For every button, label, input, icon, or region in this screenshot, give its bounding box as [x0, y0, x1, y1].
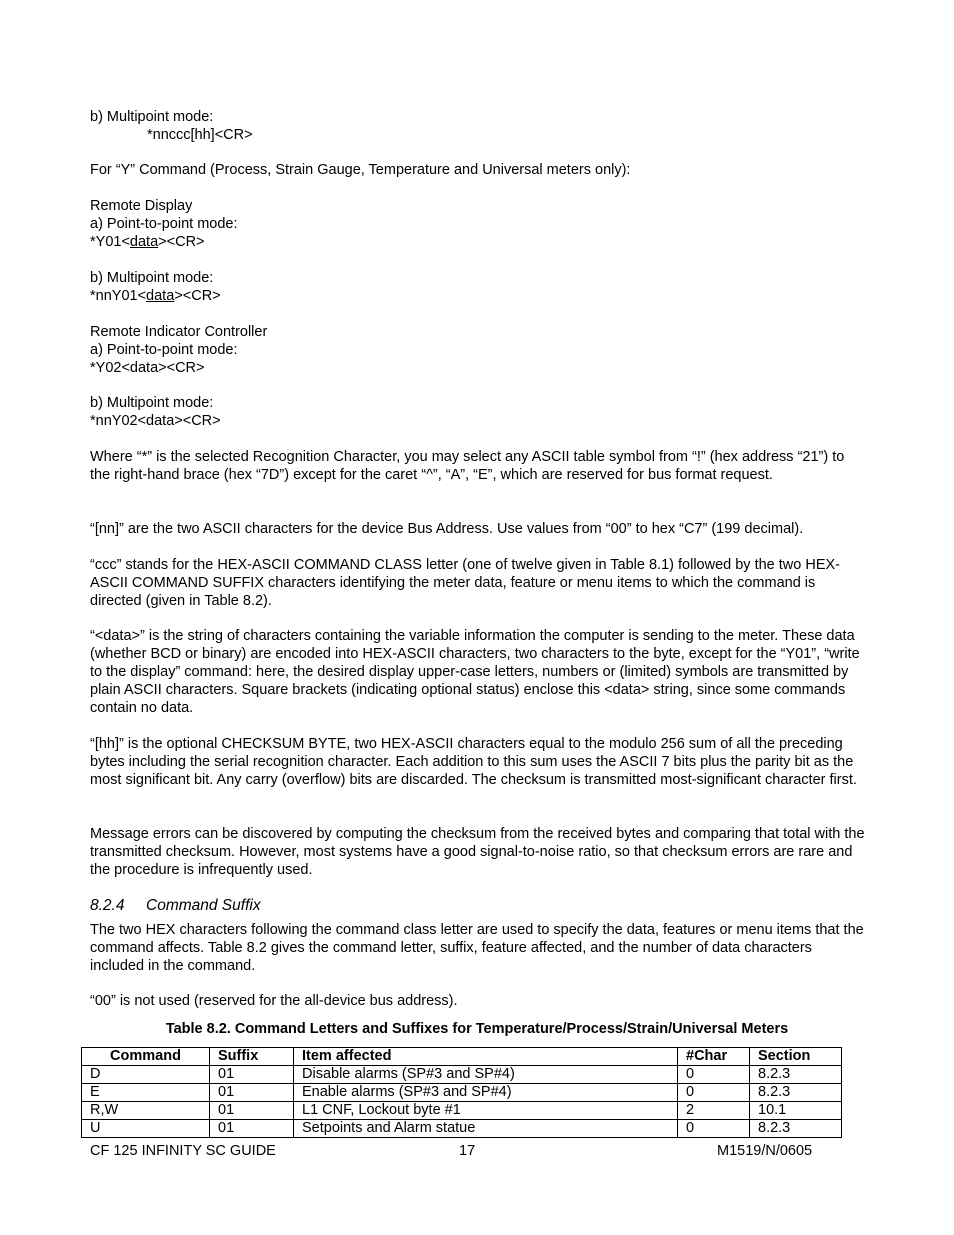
header-command: Command: [82, 1048, 210, 1066]
remote-display-p2p-label: a) Point-to-point mode:: [90, 216, 238, 232]
footer-left: CF 125 INFINITY SC GUIDE: [90, 1143, 276, 1159]
section-note: “00” is not used (reserved for the all-device bus address).: [90, 993, 458, 1009]
header-char-count: #Char: [678, 1048, 750, 1066]
table-caption: Table 8.2. Command Letters and Suffixes for Temperature/Process/Strain/Universal Meters: [165, 1021, 789, 1037]
multipoint-code: *nnccc[hh]<CR>: [147, 127, 253, 143]
header-item-affected: Item affected: [294, 1048, 678, 1066]
remote-indicator-mp-label: b) Multipoint mode:: [90, 395, 214, 411]
cell-command: E: [82, 1084, 210, 1102]
footer-right: M1519/N/0605: [717, 1143, 813, 1159]
bus-address-paragraph: “[nn]” are the two ASCII characters for the device Bus Address. Use values from “00” to hex “C7” (199 decimal).: [90, 521, 804, 537]
cell-suffix: 01: [210, 1066, 294, 1084]
code-data: data: [146, 288, 175, 304]
table-row: [82, 1066, 842, 1084]
command-class-paragraph: “ccc” stands for the HEX-ASCII COMMAND CLASS letter (one of twelve given in Table 8.1) followed by the two HEX-ASCII COMMAND SUFFIX characters identifying the meter data, feature or menu items to which the command is directed (given in Table 8.2).: [90, 557, 840, 609]
command-suffix-table: [81, 1047, 842, 1138]
y-command-intro: For “Y” Command (Process, Strain Gauge, Temperature and Universal meters only):: [90, 162, 631, 178]
cell-section: 8.2.3: [750, 1084, 842, 1102]
code-suffix: ><CR>: [158, 234, 205, 250]
cell-char: 0: [678, 1066, 750, 1084]
remote-display-mp-code: [90, 287, 221, 305]
footer-page-number: 17: [459, 1143, 476, 1159]
table-row: [82, 1120, 842, 1138]
cell-suffix: 01: [210, 1120, 294, 1138]
remote-display-p2p-code: [90, 233, 205, 251]
remote-indicator-p2p-code: *Y02<data><CR>: [90, 360, 205, 376]
header-section: Section: [750, 1048, 842, 1066]
cell-char: 0: [678, 1084, 750, 1102]
cell-char: 2: [678, 1102, 750, 1120]
cell-section: 8.2.3: [750, 1120, 842, 1138]
cell-item: Setpoints and Alarm statue: [294, 1120, 678, 1138]
section-title: Command Suffix: [146, 897, 261, 914]
code-suffix: ><CR>: [174, 288, 221, 304]
header-suffix: Suffix: [210, 1048, 294, 1066]
message-errors-paragraph: Message errors can be discovered by computing the checksum from the received bytes and comparing that total with the transmitted checksum. However, most systems have a good signal-to-noise ratio, so that checksum errors are rare and the procedure is infrequently used.: [90, 826, 865, 878]
remote-indicator-p2p-label: a) Point-to-point mode:: [90, 342, 238, 358]
table-row: [82, 1102, 842, 1120]
data-paragraph: “<data>” is the string of characters containing the variable information the computer is sending to the meter. These data (whether BCD or binary) are encoded into HEX-ASCII characters, two characters to the byte, except for the “Y01”, “write to the display” command: here, the desired display upper-case letters, numbers or (limited) symbols are transmitted by plain ASCII characters. Square brackets (indicating optional status) enclose this <data> string, since some commands contain no data.: [90, 628, 860, 716]
section-body: The two HEX characters following the command class letter are used to specify the data, features or menu items that the command affects. Table 8.2 gives the command letter, suffix, feature affected, and the number of data characters included in the command.: [90, 922, 864, 974]
cell-command: R,W: [82, 1102, 210, 1120]
cell-section: 10.1: [750, 1102, 842, 1120]
cell-item: L1 CNF, Lockout byte #1: [294, 1102, 678, 1120]
code-prefix: *nnY01<: [90, 288, 147, 304]
cell-command: U: [82, 1120, 210, 1138]
multipoint-label: b) Multipoint mode:: [90, 109, 214, 125]
remote-display-mp-label: b) Multipoint mode:: [90, 270, 214, 286]
remote-display-title: Remote Display: [90, 198, 193, 214]
section-heading: [90, 897, 261, 915]
table-row: [82, 1084, 842, 1102]
checksum-paragraph: “[hh]” is the optional CHECKSUM BYTE, two HEX-ASCII characters equal to the modulo 256 sum of all the preceding bytes including the serial recognition character. Each addition to this sum uses the ASCII 7 bits plus the parity bit as the most significant bit. Any carry (overflow) bits are discarded. The checksum is transmitted most-significant character first.: [90, 736, 857, 788]
section-number: 8.2.4: [90, 897, 125, 914]
recognition-paragraph: Where “*” is the selected Recognition Character, you may select any ASCII table symbol from “!” (hex address “21”) to the right-hand brace (hex “7D”) except for the caret “^”, “A”, “E”, which are reserved for bus format request.: [90, 449, 845, 483]
cell-item: Enable alarms (SP#3 and SP#4): [294, 1084, 678, 1102]
cell-char: 0: [678, 1120, 750, 1138]
remote-indicator-title: Remote Indicator Controller: [90, 324, 268, 340]
remote-indicator-mp-code: *nnY02<data><CR>: [90, 413, 221, 429]
code-prefix: *Y01<: [90, 234, 130, 250]
code-data: data: [129, 234, 159, 250]
table-header-row: [82, 1048, 842, 1066]
cell-suffix: 01: [210, 1084, 294, 1102]
cell-suffix: 01: [210, 1102, 294, 1120]
cell-section: 8.2.3: [750, 1066, 842, 1084]
cell-command: D: [82, 1066, 210, 1084]
cell-item: Disable alarms (SP#3 and SP#4): [294, 1066, 678, 1084]
